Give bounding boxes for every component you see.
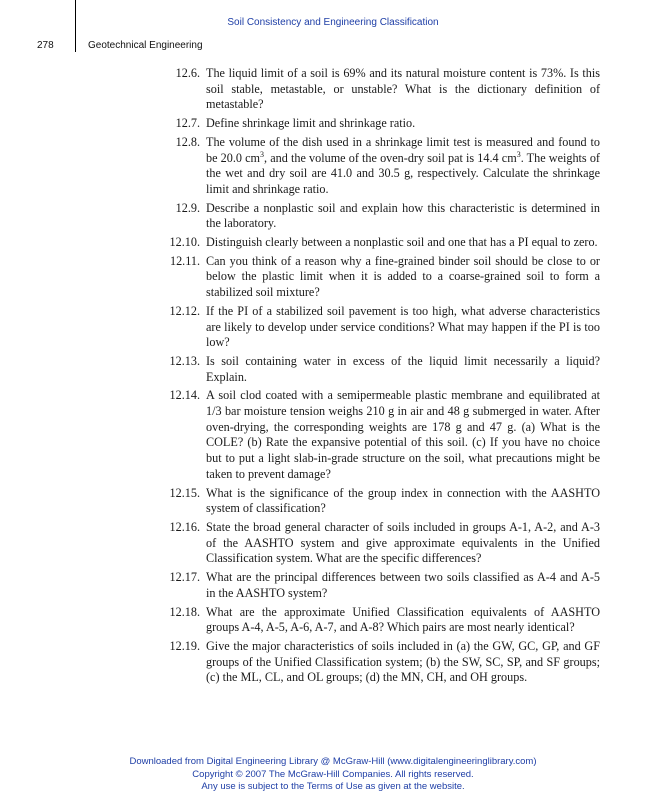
question-number: 12.19. [169,638,200,653]
question-12-13 [148,354,600,385]
question-12-18 [148,605,600,636]
book-title: Geotechnical Engineering [88,40,203,51]
question-text: Describe a nonplastic soil and explain how this characteristic is determined in the laboratory. [206,200,600,231]
question-number: 12.6. [175,66,200,80]
question-12-9 [148,201,600,232]
question-number: 12.14. [169,388,200,403]
question-number: 12.11. [169,253,200,268]
question-12-17 [148,570,600,601]
question-12-19 [148,639,600,686]
question-text: State the broad general character of soils included in groups A-1, A-2, and A-3 of the AASHTO system and give approximate equivalents in the Unified Classification system. What are the specific differences? [206,519,600,566]
question-number: 12.16. [169,519,200,534]
question-text-part: , and the volume of the oven-dry soil pat is 14.4 cm [264,150,517,165]
question-number: 12.8. [175,134,200,149]
question-number: 12.10. [169,235,200,250]
superscript: 3 [260,149,265,159]
footer-copyright: Copyright © 2007 The McGraw-Hill Companies. All rights reserved. [192,768,474,780]
running-head: Soil Consistency and Engineering Classification [227,17,439,28]
question-text: Define shrinkage limit and shrinkage ratio. [206,116,416,131]
question-text: What is the significance of the group index in connection with the AASHTO system of classification? [206,485,600,516]
question-12-16 [148,520,600,567]
question-12-14 [148,388,600,482]
question-12-8 [148,135,600,198]
question-text: The liquid limit of a soil is 69% and its natural moisture content is 73%. Is this soil stable, metastable, or unstable? What is the dictionary definition of metastable? [206,66,600,112]
question-text: Distinguish clearly between a nonplastic soil and one that has a PI equal to zero. [206,235,598,250]
question-text: Can you think of a reason why a fine-grained binder soil should be close to or below the plastic limit when it is added to a coarse-grained soil to form a stabilized soil mixture? [206,253,600,300]
question-text: A soil clod coated with a semipermeable plastic membrane and equilibrated at 1/3 bar moisture tension weighs 210 g in air and 48 g submerged in water. After oven-drying, the corresponding weights are 178 g and 47 g. (a) What is the COLE? (b) Rate the expansive potential of this soil. (c) If you have no choice but to put a light slab-in-grade structure on the soil, what precautions might be taken to prevent damage? [206,388,600,481]
superscript: 3 [516,149,521,159]
footer-download-link[interactable]: Downloaded from Digital Engineering Library @ McGraw-Hill (www.digitalengineeringlibrary.com) [129,756,537,767]
question-text: Is soil containing water in excess of the liquid limit necessarily a liquid? Explain. [206,353,600,384]
question-number: 12.9. [175,200,200,215]
question-text: What are the principal differences between two soils classified as A-4 and A-5 in the AASHTO system? [206,570,600,600]
question-12-11 [148,254,600,301]
question-list [148,66,600,689]
download-notice [0,756,666,794]
question-text: If the PI of a stabilized soil pavement is too high, what adverse characteristics are likely to develop under service conditions? What may happen if the PI is too low? [206,303,600,350]
question-number: 12.13. [169,353,200,368]
question-text-part: The volume of the dish used in a shrinkage limit test is measured and found to be 20.0 cm [206,134,600,165]
question-12-6 [148,66,600,113]
question-text-part: . The weights of the wet and dry soil are 41.0 and 30.5 g, respectively. Calculate the shrinkage limit and shrinkage ratio. [206,150,600,196]
question-12-12 [148,304,600,351]
question-number: 12.7. [175,116,200,131]
question-12-7 [148,116,600,132]
footer-terms: Any use is subject to the Terms of Use as given at the website. [201,781,465,792]
question-number: 12.17. [169,570,200,585]
question-number: 12.12. [169,303,200,318]
question-text [206,135,600,198]
question-text: What are the approximate Unified Classification equivalents of AASHTO groups A-4, A-5, A-6, A-7, and A-8? Which pairs are most nearly identical? [206,604,600,635]
question-12-10 [148,235,600,251]
question-number: 12.15. [169,485,200,500]
question-12-15 [148,486,600,517]
page-number: 278 [37,40,54,51]
question-text: Give the major characteristics of soils included in (a) the GW, GC, GP, and GF groups of the Unified Classification system; (b) the SW, SC, SP, and SF groups; (c) the ML, CL, and OL groups; (d) the MN, CH, and OH groups. [206,638,600,685]
question-number: 12.18. [169,604,200,619]
